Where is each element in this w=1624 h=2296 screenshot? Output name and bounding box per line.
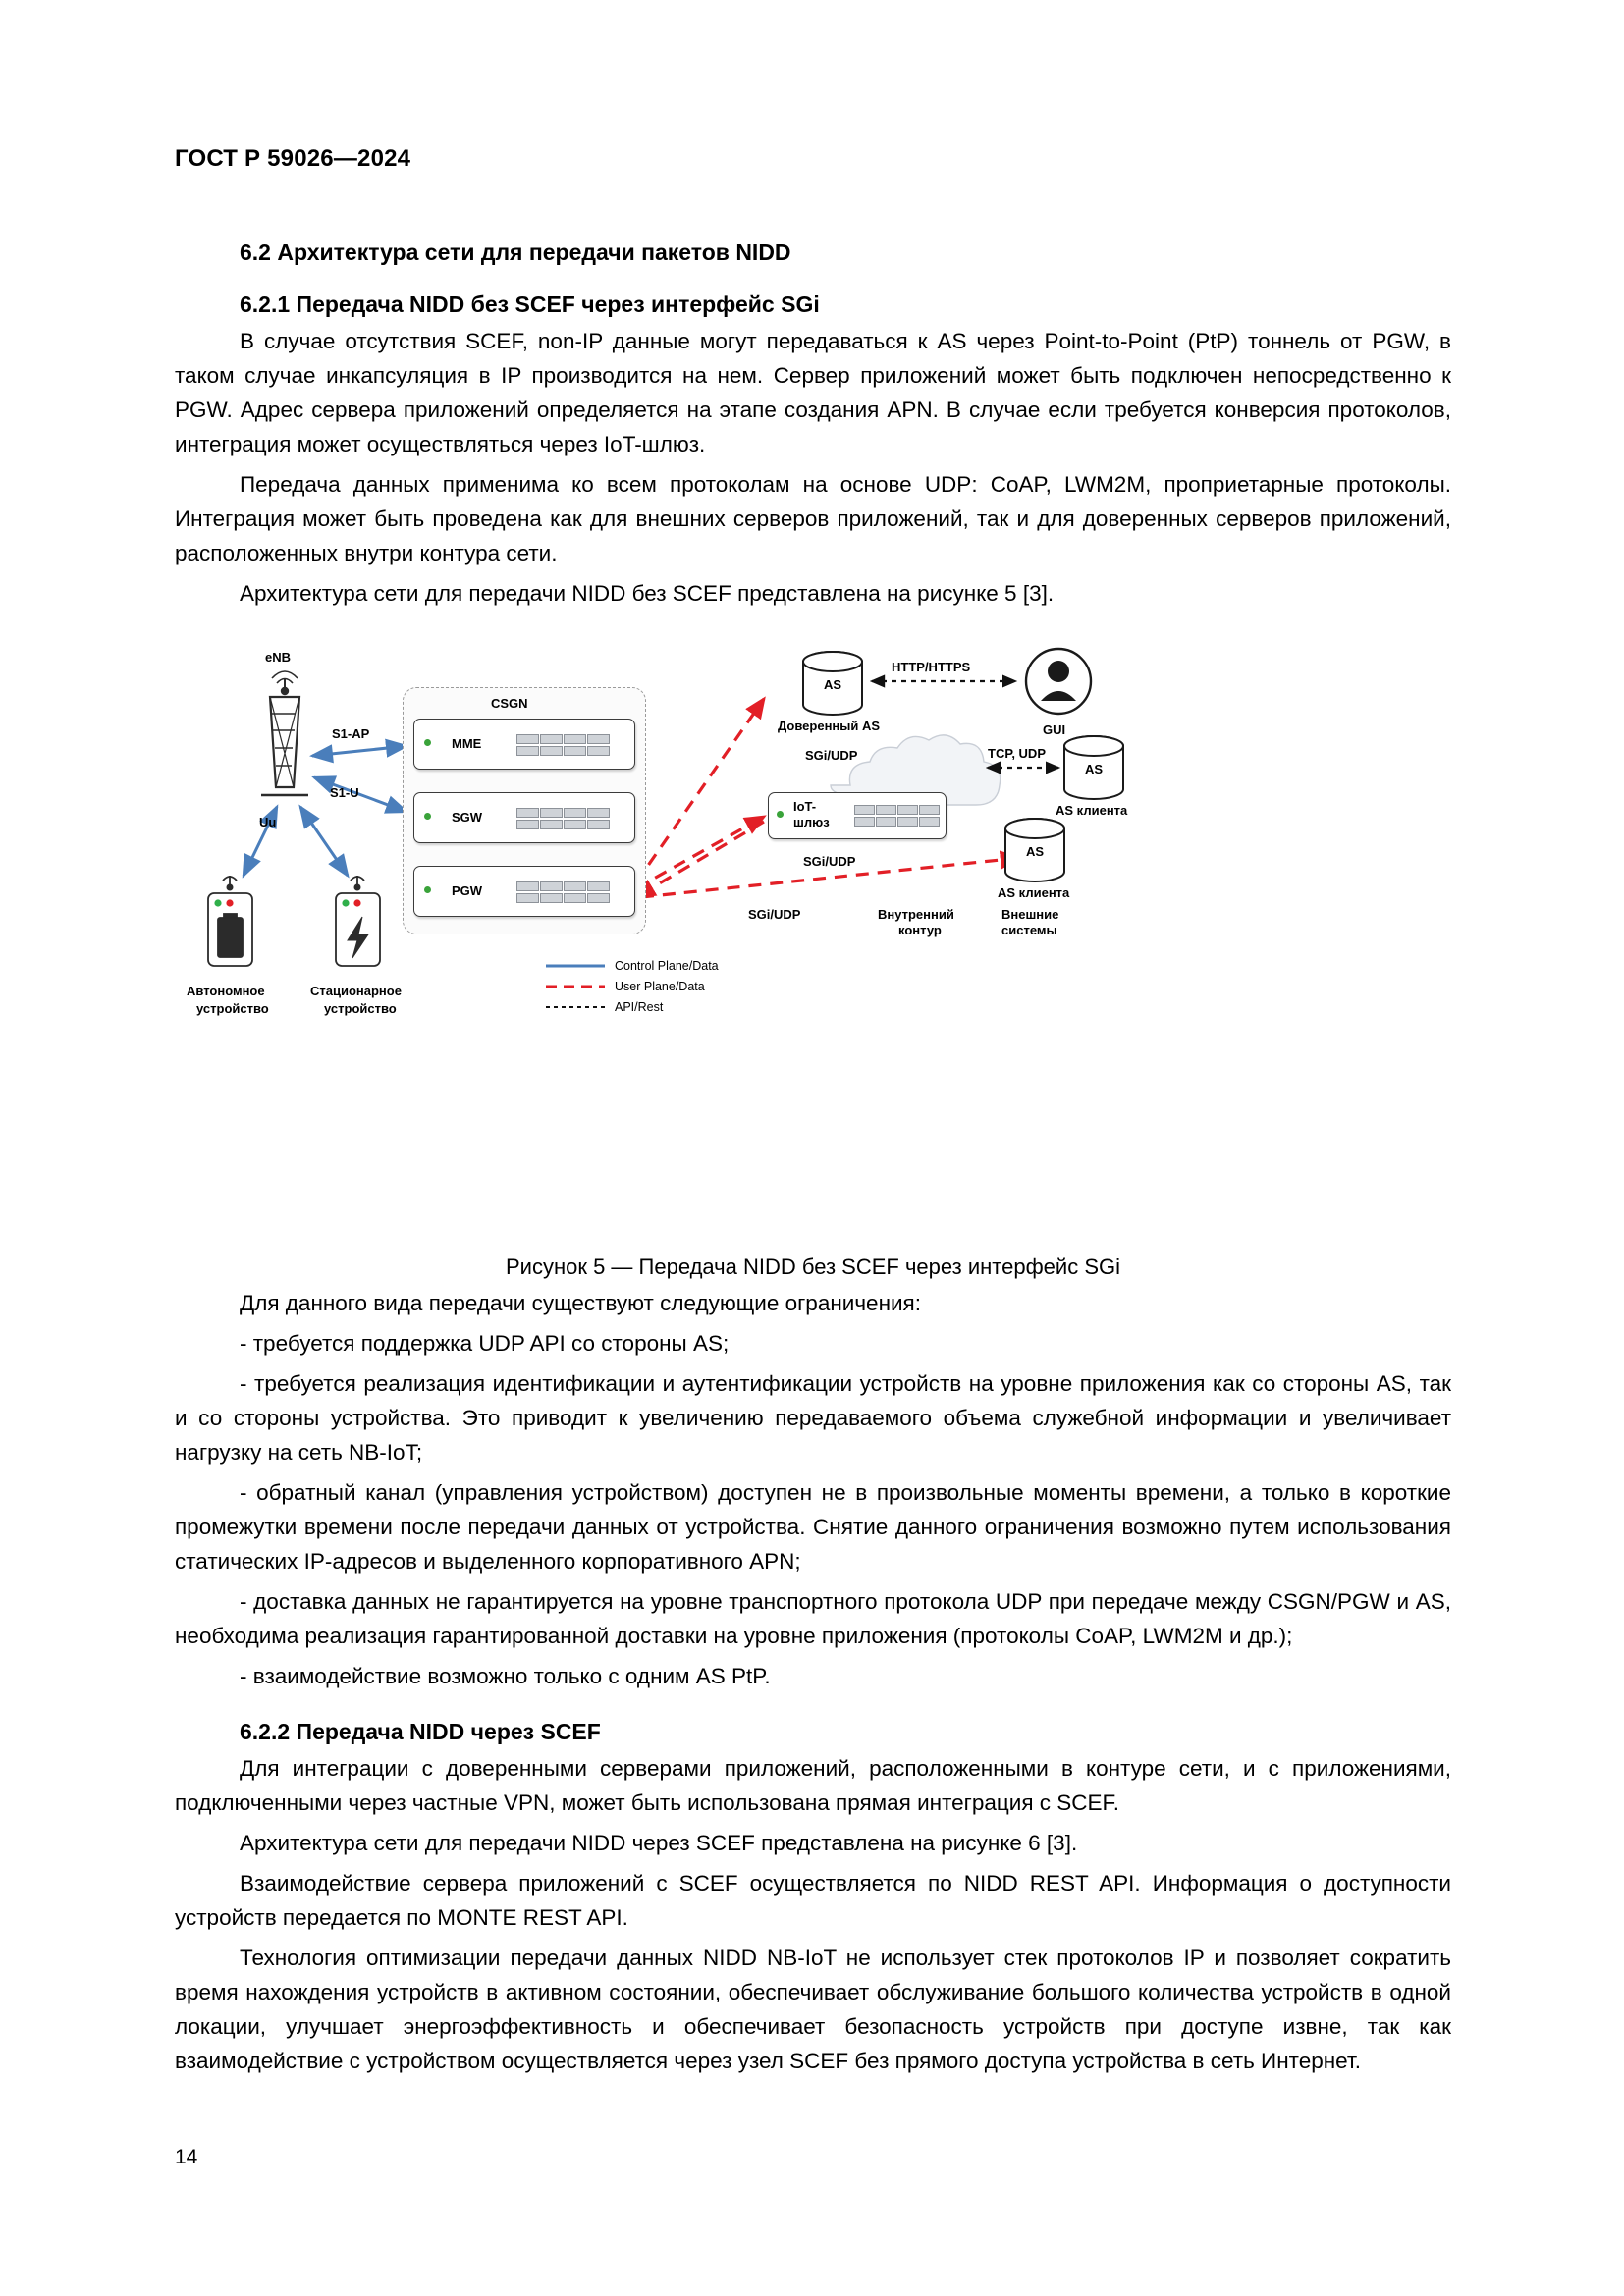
label-outer-systems-1: Внешние xyxy=(1001,907,1059,922)
label-gui: GUI xyxy=(1043,722,1066,737)
gui-person-icon xyxy=(1026,649,1091,714)
label-sgi-udp-2: SGi/UDP xyxy=(803,854,856,869)
figure-5-diagram xyxy=(175,640,1451,1229)
paragraph-4: Для данного вида передачи существуют следующие ограничения: xyxy=(240,1291,921,1315)
autonomous-device-icon xyxy=(208,876,252,966)
sgw-bar-1 xyxy=(516,808,539,818)
paragraph-2: Передача данных применима ко всем протоколам на основе UDP: CoAP, LWM2M, проприетарные протоколы. Интеграция может быть проведена как для внешних серверов приложений, так и для доверенных серверов приложений, расположенных внутри контура сети. xyxy=(175,472,1451,565)
label-enb: eNB xyxy=(265,650,292,665)
paragraph-3: Архитектура сети для передачи NIDD без SCEF представлена на рисунке 5 [3]. xyxy=(240,581,1055,606)
iotgw-bar-3 xyxy=(897,805,918,815)
section-heading-6-2: 6.2 Архитектура сети для передачи пакетов NIDD xyxy=(240,240,791,265)
iotgw-bar-2 xyxy=(876,805,896,815)
link-pgw-iot-gw xyxy=(636,817,764,888)
label-autonomous-device-1: Автономное xyxy=(187,984,265,998)
label-as-client-right-caption: AS клиента xyxy=(1056,803,1128,818)
mme-status-dot xyxy=(424,739,431,746)
sgw-bar-5 xyxy=(516,820,539,829)
mme-bar-2 xyxy=(540,734,563,744)
pgw-status-dot xyxy=(424,886,431,893)
page-header-standard: ГОСТ Р 59026—2024 xyxy=(175,145,411,172)
node-iot-gateway-label-1: IoT- xyxy=(793,799,817,814)
pgw-bar-8 xyxy=(587,893,610,903)
sgw-bar-4 xyxy=(587,808,610,818)
paragraph-5: Для интеграции с доверенными серверами приложений, расположенными в контуре сети, и с приложениями, подключенными через частные VPN, может быть использована прямая интеграция с SCEF. xyxy=(175,1756,1451,1815)
label-as-client-right: AS xyxy=(1085,762,1104,776)
mme-bar-5 xyxy=(516,746,539,756)
pgw-bar-6 xyxy=(540,893,563,903)
paragraph-6: Архитектура сети для передачи NIDD через SCEF представлена на рисунке 6 [3]. xyxy=(240,1831,1078,1855)
label-uu: Uu xyxy=(259,815,277,829)
list-item-3: - обратный канал (управления устройством) доступен не в произвольные моменты времени, а только в короткие промежутки времени после передачи данных от устройства. Снятие данного ограничения возможно путем использования статических IP-адресов и выделенного корпоративного APN; xyxy=(175,1480,1451,1574)
iotgw-bar-7 xyxy=(897,817,918,827)
iotgw-bar-1 xyxy=(854,805,875,815)
fixed-device-icon xyxy=(336,876,380,966)
iotgw-bar-6 xyxy=(876,817,896,827)
mme-bar-6 xyxy=(540,746,563,756)
label-inner-contour-1: Внутренний xyxy=(878,907,954,922)
label-sgi-udp-1: SGi/UDP xyxy=(805,748,858,763)
sgw-bar-7 xyxy=(564,820,586,829)
sgw-bar-3 xyxy=(564,808,586,818)
node-pgw xyxy=(413,866,635,917)
label-as-trusted-caption: Доверенный AS xyxy=(778,719,881,733)
pgw-bar-2 xyxy=(540,881,563,891)
link-s1u xyxy=(314,777,406,812)
sgw-status-dot xyxy=(424,813,431,820)
label-outer-systems-2: системы xyxy=(1001,923,1057,937)
label-s1ap: S1-AP xyxy=(332,726,370,741)
iot-gateway-status-dot xyxy=(777,811,784,818)
link-s1ap xyxy=(312,746,406,756)
legend-label-api-rest: API/Rest xyxy=(615,1000,664,1014)
link-iot-gw-pgw xyxy=(636,822,764,897)
pgw-bar-5 xyxy=(516,893,539,903)
sgw-bar-8 xyxy=(587,820,610,829)
legend-label-user-plane: User Plane/Data xyxy=(615,980,705,993)
mme-bar-1 xyxy=(516,734,539,744)
mme-bar-3 xyxy=(564,734,586,744)
legend-label-control-plane: Control Plane/Data xyxy=(615,959,719,973)
mme-bar-7 xyxy=(564,746,586,756)
pgw-bar-3 xyxy=(564,881,586,891)
page-content xyxy=(175,206,1451,2078)
label-s1u: S1-U xyxy=(330,785,359,800)
pgw-bar-1 xyxy=(516,881,539,891)
label-as-client-bottom: AS xyxy=(1026,844,1045,859)
sgw-bar-6 xyxy=(540,820,563,829)
node-sgw xyxy=(413,792,635,843)
label-as-client-bottom-caption: AS клиента xyxy=(998,885,1070,900)
page-number: 14 xyxy=(175,2146,198,2168)
sgw-bar-2 xyxy=(540,808,563,818)
paragraph-8: Технология оптимизации передачи данных NIDD NB-IoT не использует стек протоколов IP и позволяет сократить время нахождения устройств в активном состоянии, обеспечивает обслуживание большого количества устройств в одной локации, улучшает энергоэффективность и обеспечивает безопасность устройств при доступе извне, так как взаимодействие с устройством осуществляется через узел SCEF без прямого доступа устройства в сеть Интернет. xyxy=(175,1946,1451,2073)
list-item-1: - требуется поддержка UDP API со стороны AS; xyxy=(240,1331,730,1356)
node-mme xyxy=(413,719,635,770)
label-autonomous-device-2: устройство xyxy=(196,1001,269,1016)
section-heading-6-2-2: 6.2.2 Передача NIDD через SCEF xyxy=(240,1719,601,1744)
label-http-https: HTTP/HTTPS xyxy=(892,660,971,674)
link-uu-fixed xyxy=(300,807,348,876)
label-fixed-device-1: Стационарное xyxy=(310,984,402,998)
figure-5-caption: Рисунок 5 — Передача NIDD без SCEF через интерфейс SGi xyxy=(506,1255,1120,1279)
mme-bar-8 xyxy=(587,746,610,756)
label-tcp-udp: TCP, UDP xyxy=(988,746,1046,761)
section-heading-6-2-1: 6.2.1 Передача NIDD без SCEF через интерфейс SGi xyxy=(240,292,820,317)
list-item-5: - взаимодействие возможно только с одним AS PtP. xyxy=(240,1664,771,1688)
iotgw-bar-4 xyxy=(919,805,940,815)
node-sgw-label: SGW xyxy=(452,810,483,825)
label-inner-contour-2: контур xyxy=(898,923,942,937)
link-pgw-trusted-as xyxy=(636,699,764,882)
node-pgw-label: PGW xyxy=(452,883,483,898)
node-mme-label: MME xyxy=(452,736,482,751)
paragraph-7: Взаимодействие сервера приложений с SCEF осуществляется по NIDD REST API. Информация о доступности устройств передается по MONTE REST API. xyxy=(175,1871,1451,1930)
label-csgn: CSGN xyxy=(491,696,528,711)
pgw-bar-7 xyxy=(564,893,586,903)
iotgw-bar-5 xyxy=(854,817,875,827)
enb-tower-icon xyxy=(261,671,308,795)
label-sgi-udp-3: SGi/UDP xyxy=(748,907,801,922)
label-as-trusted: AS xyxy=(824,677,842,692)
label-fixed-device-2: устройство xyxy=(324,1001,397,1016)
figure-5 xyxy=(175,640,1451,1229)
iotgw-bar-8 xyxy=(919,817,940,827)
list-item-2: - требуется реализация идентификации и аутентификации устройств на уровне приложения как со стороны AS, так и со стороны устройства. Это приводит к увеличению передаваемого объема служебной информации и увеличивает нагрузку на сеть NB-IoT; xyxy=(175,1371,1451,1465)
pgw-bar-4 xyxy=(587,881,610,891)
mme-bar-4 xyxy=(587,734,610,744)
node-iot-gateway-label-2: шлюз xyxy=(793,815,830,829)
list-item-4: - доставка данных не гарантируется на уровне транспортного протокола UDP при передаче между CSGN/PGW и AS, необходима реализация гарантированной доставки на уровне приложения (протоколы CoAP, LWM2M и др.); xyxy=(175,1589,1451,1648)
paragraph-1: В случае отсутствия SCEF, non-IP данные могут передаваться к AS через Point-to-Point (PtP) тоннель от PGW, в таком случае инкапсуляция в IP производится на нем. Сервер приложений может быть подключен непосредственно к PGW. Адрес сервера приложений определяется на этапе создания APN. В случае если требуется конверсия протоколов, интеграция может осуществляться через IoT-шлюз. xyxy=(175,329,1451,456)
